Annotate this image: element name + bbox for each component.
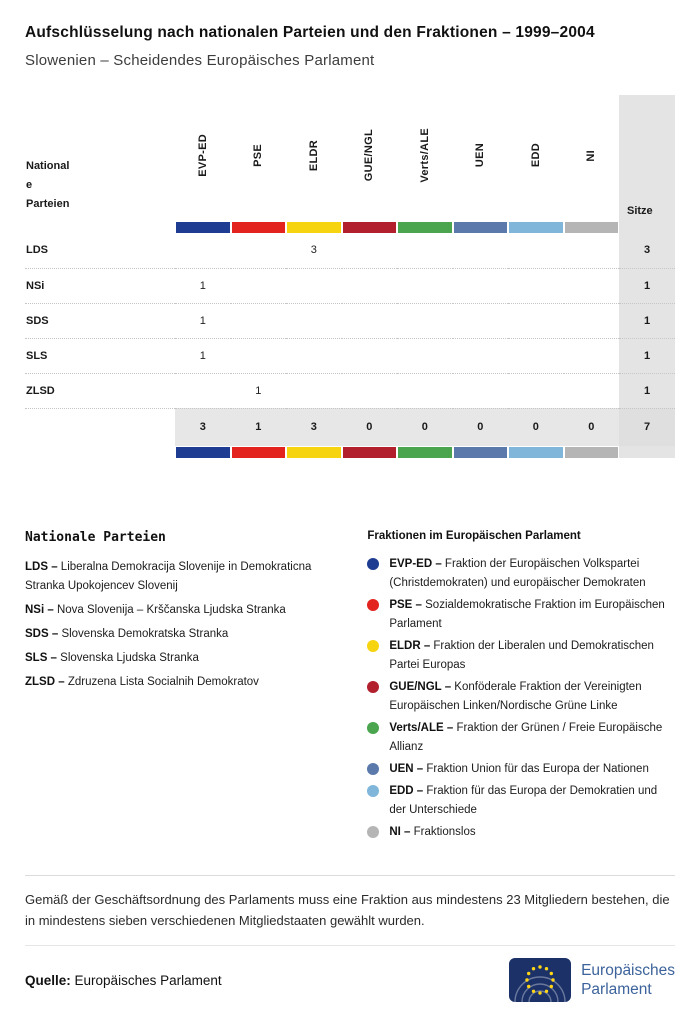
party-legend-item: NSi – Nova Slovenija – Krščanska Ljudska Stranka bbox=[25, 604, 286, 616]
totals-row bbox=[25, 408, 675, 446]
value-cell bbox=[286, 268, 342, 303]
total-value: 0 bbox=[453, 408, 509, 446]
table-row bbox=[25, 373, 675, 408]
footnote: Gemäß der Geschäftsordnung des Parlaments muss eine Fraktion aus mindestens 23 Mitgliedern bestehen, die in mindestens sieben verschiedenen Mitgliedstaaten gewählt wurden. bbox=[25, 892, 670, 928]
group-legend-item bbox=[367, 637, 675, 675]
group-abbr: GUE/NGL – bbox=[389, 681, 455, 693]
group-legend-item bbox=[367, 760, 675, 779]
total-value: 0 bbox=[342, 408, 398, 446]
groups-legend bbox=[367, 530, 675, 845]
group-color-bar-bottom-PSE bbox=[232, 447, 286, 458]
group-color-bar-EDD bbox=[509, 222, 563, 233]
row-header-label: National e Parteien bbox=[26, 160, 70, 210]
group-legend-text: EVP-ED – Fraktion der Europäischen Volkspartei (Christdemokraten) und europäischer Demokraten bbox=[389, 558, 646, 589]
party-abbr: SLS – bbox=[25, 652, 61, 664]
group-legend-item bbox=[367, 596, 675, 634]
value-cell bbox=[453, 233, 509, 268]
legend-dot-Verts/ALE bbox=[367, 722, 379, 734]
party-abbr: LDS – bbox=[25, 561, 61, 573]
value-cell bbox=[286, 303, 342, 338]
table-row bbox=[25, 338, 675, 373]
group-color-bar-bottom-GUE/NGL bbox=[343, 447, 397, 458]
group-color-bar-bottom-ELDR bbox=[287, 447, 341, 458]
group-color-bar-NI bbox=[565, 222, 619, 233]
group-color-bar-PSE bbox=[232, 222, 286, 233]
legend-dot-NI bbox=[367, 826, 379, 838]
value-cell bbox=[397, 373, 453, 408]
legend-dot-EDD bbox=[367, 785, 379, 797]
source-text: Europäisches Parlament bbox=[74, 972, 222, 988]
seats-value: 1 bbox=[619, 303, 675, 338]
value-cell bbox=[342, 233, 398, 268]
group-color-bar-bottom-UEN bbox=[454, 447, 508, 458]
seats-value: 1 bbox=[619, 338, 675, 373]
value-cell: 1 bbox=[175, 268, 231, 303]
group-abbr: EVP-ED – bbox=[389, 558, 445, 570]
total-value: 3 bbox=[175, 408, 231, 446]
value-cell: 3 bbox=[286, 233, 342, 268]
group-color-bar-EVP-ED bbox=[176, 222, 230, 233]
source-label: Quelle: bbox=[25, 972, 71, 988]
value-cell bbox=[508, 338, 564, 373]
group-legend-item bbox=[367, 719, 675, 757]
party-legend-item: LDS – Liberalna Demokracija Slovenije in Demokraticna Stranka Upokojencev Slovenij bbox=[25, 561, 312, 592]
eu-flag-icon bbox=[509, 958, 571, 1002]
seats-value: 1 bbox=[619, 373, 675, 408]
total-value: 0 bbox=[397, 408, 453, 446]
legend-dot-GUE/NGL bbox=[367, 681, 379, 693]
seats-value: 3 bbox=[619, 233, 675, 268]
party-legend-item: SDS – Slovenska Demokratska Stranka bbox=[25, 628, 229, 640]
value-cell bbox=[453, 373, 509, 408]
value-cell bbox=[286, 338, 342, 373]
legend-section bbox=[25, 530, 675, 845]
logo-text-line2: Parlament bbox=[581, 981, 652, 998]
total-value: 0 bbox=[564, 408, 620, 446]
column-header-EVP-ED: EVP-ED bbox=[196, 134, 209, 177]
table-row bbox=[25, 233, 675, 268]
source-line bbox=[25, 973, 222, 988]
value-cell bbox=[231, 268, 287, 303]
group-legend-item bbox=[367, 782, 675, 820]
footer bbox=[25, 958, 675, 1002]
value-cell bbox=[564, 233, 620, 268]
party-label: ZLSD bbox=[25, 373, 175, 408]
seats-total: 7 bbox=[619, 408, 675, 446]
value-cell bbox=[508, 233, 564, 268]
value-cell bbox=[342, 268, 398, 303]
legend-dot-ELDR bbox=[367, 640, 379, 652]
eu-parliament-logo bbox=[509, 958, 675, 1002]
value-cell bbox=[564, 373, 620, 408]
national-parties-legend bbox=[25, 530, 342, 845]
group-abbr: Verts/ALE – bbox=[389, 722, 457, 734]
groups-legend-list bbox=[367, 555, 675, 842]
value-cell bbox=[397, 338, 453, 373]
divider-bottom bbox=[25, 945, 675, 946]
group-color-bar-Verts/ALE bbox=[398, 222, 452, 233]
group-legend-text: Verts/ALE – Fraktion der Grünen / Freie Europäische Allianz bbox=[389, 722, 663, 753]
group-color-bar-bottom-NI bbox=[565, 447, 619, 458]
group-color-bar-bottom-Verts/ALE bbox=[398, 447, 452, 458]
column-header-ELDR: ELDR bbox=[307, 139, 320, 172]
logo-text bbox=[581, 961, 675, 999]
group-color-bar-UEN bbox=[454, 222, 508, 233]
group-legend-item bbox=[367, 823, 675, 842]
value-cell bbox=[564, 303, 620, 338]
value-cell bbox=[564, 268, 620, 303]
value-cell: 1 bbox=[231, 373, 287, 408]
value-cell: 1 bbox=[175, 303, 231, 338]
header-row bbox=[25, 95, 675, 221]
column-header-Verts/ALE: Verts/ALE bbox=[418, 128, 431, 183]
table-row bbox=[25, 268, 675, 303]
group-legend-text: NI – Fraktionslos bbox=[389, 826, 476, 838]
group-abbr: ELDR – bbox=[389, 640, 434, 652]
value-cell bbox=[231, 233, 287, 268]
value-cell bbox=[342, 373, 398, 408]
group-legend-item bbox=[367, 678, 675, 716]
page-title: Aufschlüsselung nach nationalen Parteien und den Fraktionen – 1999–2004 bbox=[25, 24, 595, 41]
legend-dot-PSE bbox=[367, 599, 379, 611]
column-header-UEN: UEN bbox=[474, 143, 487, 168]
total-value: 1 bbox=[231, 408, 287, 446]
party-abbr: SDS – bbox=[25, 628, 62, 640]
column-header-EDD: EDD bbox=[529, 143, 542, 168]
divider-top bbox=[25, 875, 675, 876]
value-cell bbox=[342, 303, 398, 338]
group-abbr: PSE – bbox=[389, 599, 426, 611]
group-legend-item bbox=[367, 555, 675, 593]
seats-table bbox=[25, 95, 675, 458]
group-abbr: UEN – bbox=[389, 763, 427, 775]
logo-text-line1: Europäisches bbox=[581, 962, 675, 979]
column-header-NI: NI bbox=[585, 150, 598, 162]
group-color-bar-bottom-EDD bbox=[509, 447, 563, 458]
groups-legend-title: Fraktionen im Europäischen Parlament bbox=[367, 530, 581, 542]
value-cell bbox=[453, 338, 509, 373]
value-cell: 1 bbox=[175, 338, 231, 373]
value-cell bbox=[397, 303, 453, 338]
value-cell bbox=[453, 303, 509, 338]
value-cell bbox=[397, 268, 453, 303]
value-cell bbox=[508, 373, 564, 408]
group-legend-text: UEN – Fraktion Union für das Europa der Nationen bbox=[389, 763, 649, 775]
group-abbr: NI – bbox=[389, 826, 414, 838]
party-legend-item: SLS – Slovenska Ljudska Stranka bbox=[25, 652, 199, 664]
column-header-GUE/NGL: GUE/NGL bbox=[363, 129, 376, 182]
group-color-bar-row bbox=[25, 221, 675, 233]
group-legend-text: ELDR – Fraktion der Liberalen und Demokratischen Partei Europas bbox=[389, 640, 654, 671]
column-header-PSE: PSE bbox=[252, 144, 265, 167]
group-color-bar-GUE/NGL bbox=[343, 222, 397, 233]
value-cell bbox=[231, 303, 287, 338]
group-color-bar-bottom-EVP-ED bbox=[176, 447, 230, 458]
group-abbr: EDD – bbox=[389, 785, 427, 797]
total-value: 0 bbox=[508, 408, 564, 446]
legend-dot-UEN bbox=[367, 763, 379, 775]
seats-header: Sitze bbox=[619, 95, 675, 233]
page-subtitle: Slowenien – Scheidendes Europäisches Parlament bbox=[25, 52, 375, 69]
value-cell bbox=[231, 338, 287, 373]
party-label: SDS bbox=[25, 303, 175, 338]
party-abbr: NSi – bbox=[25, 604, 57, 616]
group-legend-text: EDD – Fraktion für das Europa der Demokratien und der Unterschiede bbox=[389, 785, 658, 816]
party-label: SLS bbox=[25, 338, 175, 373]
table-row bbox=[25, 303, 675, 338]
value-cell bbox=[508, 303, 564, 338]
group-color-bar-ELDR bbox=[287, 222, 341, 233]
value-cell bbox=[342, 338, 398, 373]
party-abbr: ZLSD – bbox=[25, 676, 68, 688]
parties-legend-title: Nationale Parteien bbox=[25, 530, 166, 545]
value-cell bbox=[564, 338, 620, 373]
group-legend-text: PSE – Sozialdemokratische Fraktion im Europäischen Parlament bbox=[389, 599, 665, 630]
value-cell bbox=[508, 268, 564, 303]
party-label: NSi bbox=[25, 268, 175, 303]
parties-legend-list bbox=[25, 558, 342, 692]
group-legend-text: GUE/NGL – Konföderale Fraktion der Vereinigten Europäischen Linken/Nordische Grüne Linke bbox=[389, 681, 642, 712]
party-label: LDS bbox=[25, 233, 175, 268]
value-cell bbox=[175, 233, 231, 268]
party-legend-item: ZLSD – Zdruzena Lista Socialnih Demokratov bbox=[25, 676, 259, 688]
total-value: 3 bbox=[286, 408, 342, 446]
value-cell bbox=[453, 268, 509, 303]
group-color-bar-row-bottom bbox=[25, 446, 675, 458]
value-cell bbox=[397, 233, 453, 268]
value-cell bbox=[175, 373, 231, 408]
value-cell bbox=[286, 373, 342, 408]
legend-dot-EVP-ED bbox=[367, 558, 379, 570]
seats-value: 1 bbox=[619, 268, 675, 303]
